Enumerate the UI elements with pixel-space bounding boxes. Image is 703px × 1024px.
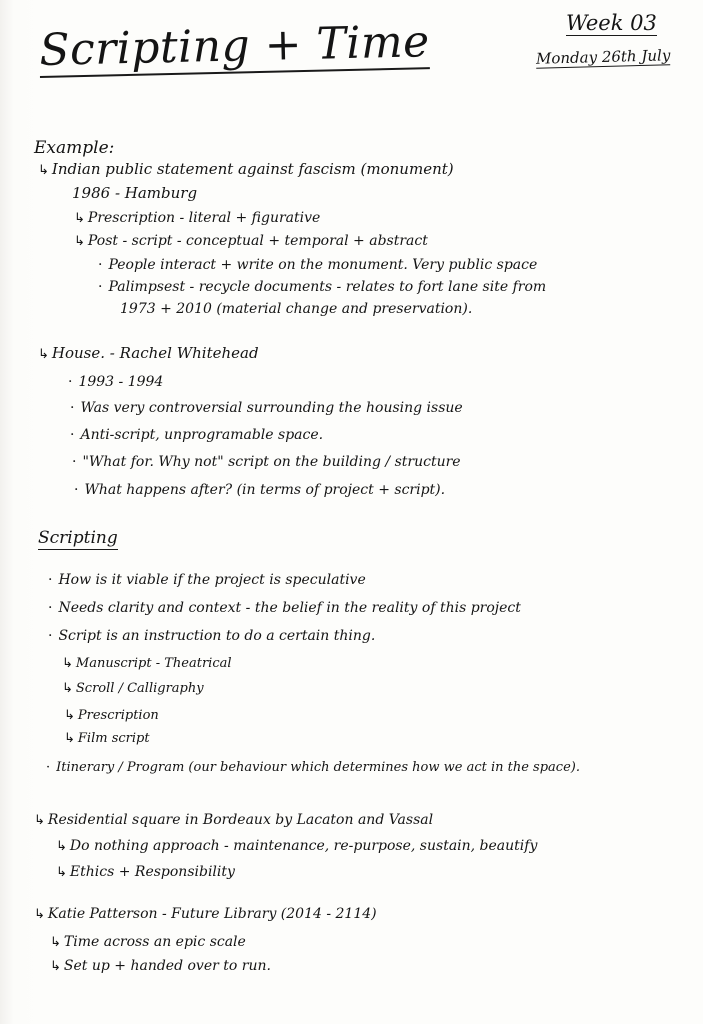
bullet-icon: · (98, 257, 103, 273)
bullet-icon: · (72, 454, 77, 470)
example-bullet (98, 257, 537, 273)
house-title-text: House. - Rachel Whitehead (51, 344, 259, 362)
scripting-bullet (48, 600, 521, 616)
house-bullet (74, 482, 445, 498)
bullet-text: People interact + write on the monument. Very public space (108, 257, 538, 273)
arrow-icon: ↳ (34, 907, 45, 922)
arrow-icon: ↳ (50, 959, 61, 974)
subitem-text: Film script (77, 731, 150, 746)
arrow-icon: ↳ (38, 163, 49, 178)
subitem-text: Prescription (77, 708, 159, 723)
arrow-icon: ↳ (64, 731, 75, 746)
arrow-icon: ↳ (62, 681, 73, 696)
arrow-icon: ↳ (56, 839, 67, 854)
example-postscript (74, 233, 428, 249)
bullet-text: Was very controversial surrounding the housing issue (80, 400, 463, 416)
bullet-icon: · (48, 572, 53, 588)
example-item-text: Indian public statement against fascism (monument) (51, 160, 454, 178)
house-title (38, 344, 259, 363)
prescription-text: Prescription - literal + figurative (87, 210, 321, 226)
scripting-bullet (48, 572, 366, 588)
scripting-bullet (48, 628, 375, 644)
scripting-bullet (46, 760, 580, 775)
subitem-text: Scroll / Calligraphy (75, 681, 204, 696)
arrow-icon: ↳ (56, 865, 67, 880)
katie-title (34, 906, 377, 922)
subitem-text: Set up + handed over to run. (63, 958, 271, 974)
example-heading: Example: (34, 138, 115, 158)
example-item (38, 160, 454, 179)
arrow-icon: ↳ (64, 708, 75, 723)
katie-subitem (50, 958, 271, 974)
bullet-text: What happens after? (in terms of project + script). (84, 482, 446, 498)
bullet-text: 1993 - 1994 (78, 374, 164, 390)
date-label: Monday 26th July (535, 46, 671, 68)
scripting-subitem (64, 708, 159, 723)
bullet-icon: · (48, 600, 53, 616)
bullet-icon: · (48, 628, 53, 644)
house-bullet (70, 427, 323, 443)
house-bullet (70, 400, 463, 416)
example-prescription (74, 210, 320, 226)
bullet-text: Anti-script, unprogramable space. (80, 427, 324, 443)
bullet-text: Itinerary / Program (our behaviour which determines how we act in the space). (56, 760, 580, 775)
bullet-icon: · (46, 760, 51, 775)
residential-title (34, 812, 433, 828)
katie-title-text: Katie Patterson - Future Library (2014 - 2114) (47, 906, 377, 922)
arrow-icon: ↳ (62, 656, 73, 671)
bullet-icon: · (74, 482, 79, 498)
scripting-subitem (64, 731, 150, 746)
bullet-text: Needs clarity and context - the belief in the reality of this project (58, 600, 521, 616)
page-title: Scripting + Time (39, 19, 430, 78)
subitem-text: Manuscript - Theatrical (75, 656, 232, 671)
arrow-icon: ↳ (74, 211, 85, 226)
subitem-text: Do nothing approach - maintenance, re-purpose, sustain, beautify (69, 838, 538, 854)
scripting-subitem (62, 656, 232, 671)
example-year: 1986 - Hamburg (72, 184, 198, 202)
week-label: Week 03 (566, 11, 657, 35)
bullet-text: How is it viable if the project is speculative (58, 572, 366, 588)
residential-subitem (56, 838, 537, 854)
bullet-icon: · (70, 427, 75, 443)
bullet-text: "What for. Why not" script on the building / structure (82, 454, 461, 470)
residential-title-text: Residential square in Bordeaux by Lacaton and Vassal (47, 812, 434, 828)
katie-subitem (50, 934, 246, 950)
example-bullet-continued: 1973 + 2010 (material change and preservation). (120, 301, 473, 317)
bullet-text: Palimpsest - recycle documents - relates to fort lane site from (108, 279, 547, 295)
bullet-icon: · (98, 279, 103, 295)
house-bullet (68, 374, 163, 390)
scripting-subitem (62, 681, 204, 696)
arrow-icon: ↳ (34, 813, 45, 828)
house-bullet (72, 454, 461, 470)
bullet-icon: · (68, 374, 73, 390)
scripting-heading: Scripting (38, 528, 118, 548)
subitem-text: Ethics + Responsibility (69, 864, 235, 880)
arrow-icon: ↳ (74, 234, 85, 249)
arrow-icon: ↳ (38, 347, 49, 362)
subitem-text: Time across an epic scale (63, 934, 246, 950)
arrow-icon: ↳ (50, 935, 61, 950)
postscript-text: Post - script - conceptual + temporal + abstract (87, 233, 428, 249)
residential-subitem (56, 864, 235, 880)
bullet-icon: · (70, 400, 75, 416)
bullet-text: Script is an instruction to do a certain thing. (58, 628, 376, 644)
example-bullet (98, 279, 546, 295)
